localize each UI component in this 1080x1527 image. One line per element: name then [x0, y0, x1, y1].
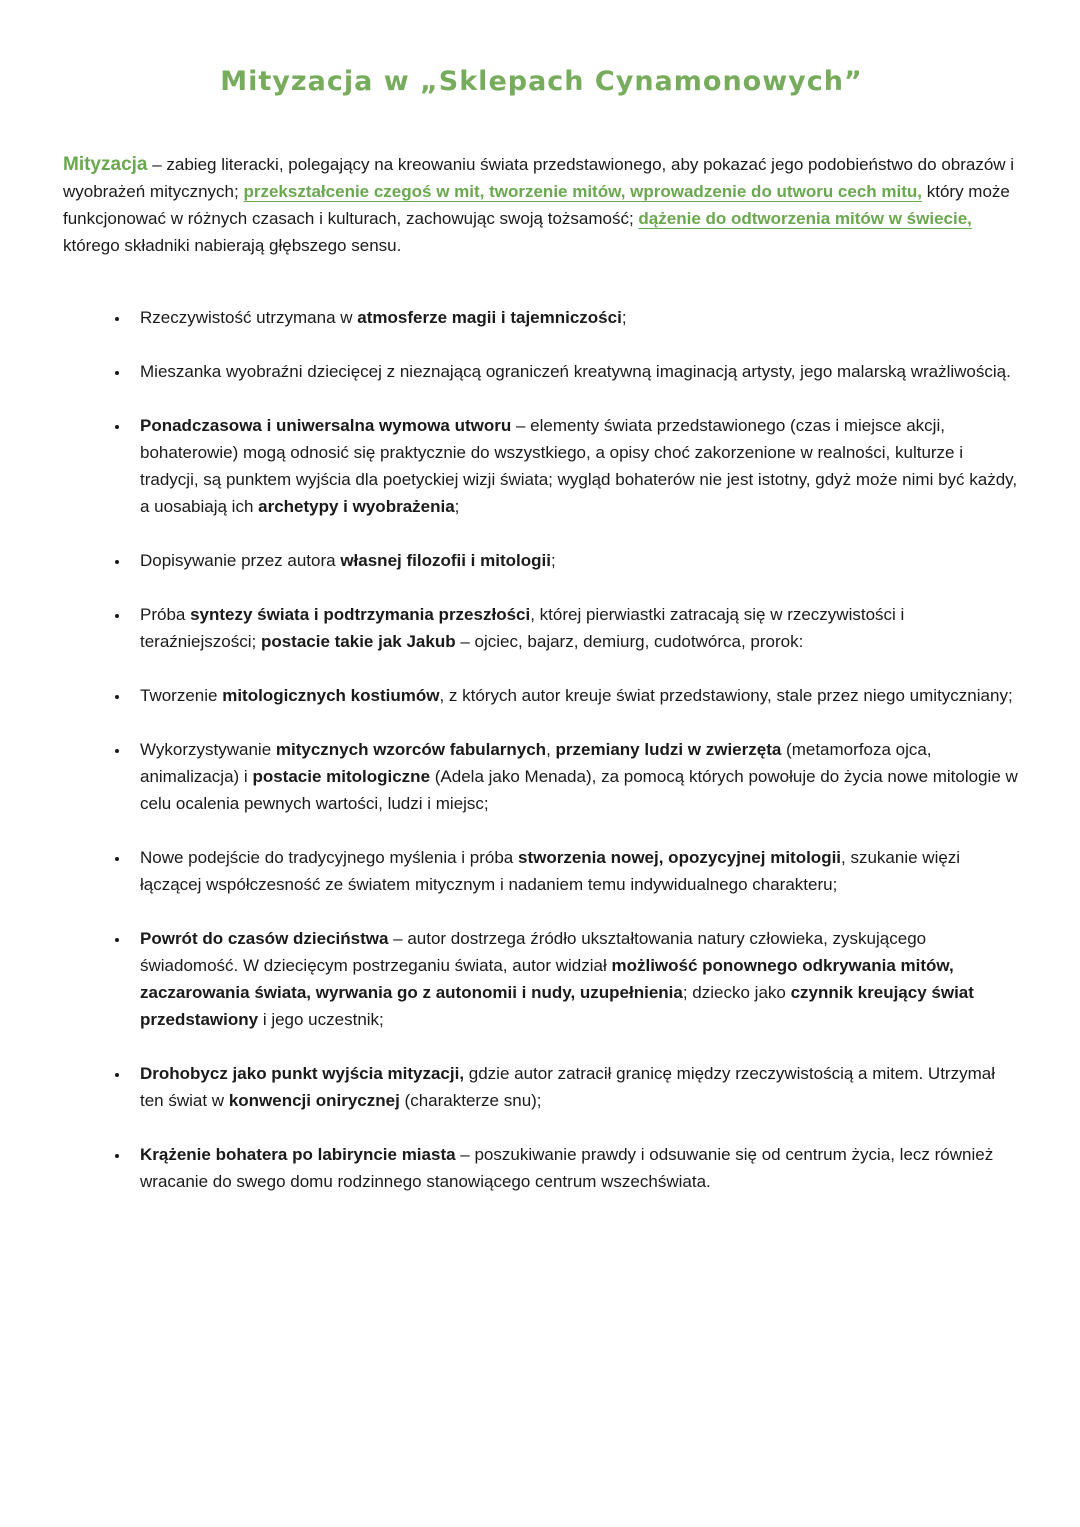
text-segment: Ponadczasowa i uniwersalna wymowa utworu: [140, 416, 512, 435]
document-title: Mityzacja w „Sklepach Cynamonowych”: [220, 66, 863, 97]
list-item: [130, 682, 1020, 709]
text-segment: Mityzacja: [63, 154, 148, 175]
text-segment: i jego uczestnik;: [258, 1010, 384, 1029]
text-segment: własnej filozofii i mitologii: [340, 551, 551, 570]
text-segment: Dopisywanie przez autora: [140, 551, 341, 570]
list-item: [130, 736, 1020, 817]
text-segment: przemiany ludzi w zwierzęta: [555, 740, 782, 759]
list-item: [130, 304, 1020, 331]
text-segment: , szukanie więzi łączącej współczesność ze światem mitycznym i nadaniem temu indywidualnego charakteru;: [140, 848, 961, 894]
text-segment: – ojciec, bajarz, demiurg, cudotwórca, prorok:: [455, 632, 804, 651]
text-segment: – poszukiwanie prawdy i odsuwanie się od centrum życia, lecz również wracanie do swego domu rodzinnego stanowiącego centrum wszechświata.: [140, 1145, 994, 1191]
text-segment: możliwość ponownego odkrywania mitów, zaczarowania świata, wyrwania go z autonomii i nudy, uzupełnienia: [140, 956, 954, 1002]
list-item: [130, 925, 1020, 1033]
list-item: [130, 412, 1020, 520]
intro-paragraph: [63, 151, 1020, 259]
text-segment: Rzeczywistość utrzymana w: [140, 308, 358, 327]
text-segment: (charakterze snu);: [399, 1091, 542, 1110]
text-segment: który może funkcjonować w różnych czasach i kulturach, zachowując swoją tożsamość;: [63, 182, 1010, 228]
list-item: [130, 358, 1020, 385]
text-segment: Krążenie bohatera po labiryncie miasta: [140, 1145, 456, 1164]
text-segment: ;: [454, 497, 460, 516]
text-segment: ;: [621, 308, 627, 327]
text-segment: – elementy świata przedstawionego (czas i miejsce akcji, bohaterowie) mogą odnosić się praktycznie do wszystkiego, a opisy choć zakorzenione w realności, kulturze i tradycji, są punktem wyjścia dla poetyckiej wizji świata; wygląd bohaterów nie jest istotny, gdyż może nimi być każdy, a uosabiają ich: [140, 416, 1018, 516]
text-segment: konwencji onirycznej: [228, 1091, 400, 1110]
text-segment: mitycznych wzorców fabularnych: [275, 740, 547, 759]
text-segment: gdzie autor zatracił granicę między rzeczywistością a mitem. Utrzymał ten świat w: [140, 1064, 995, 1110]
text-segment: postacie mitologiczne: [252, 767, 431, 786]
text-segment: (Adela jako Menada), za pomocą których powołuje do życia nowe mitologie w celu ocalenia pewnych wartości, ludzi i miejsc;: [140, 767, 1018, 813]
text-segment: – zabieg literacki, polegający na kreowaniu świata przedstawionego, aby pokazać jego podobieństwo do obrazów i wyobrażeń mitycznych;: [63, 155, 1015, 201]
text-segment: Wykorzystywanie: [140, 740, 276, 759]
text-segment: mitologicznych kostiumów: [222, 686, 440, 705]
text-segment: – autor dostrzega źródło ukształtowania natury człowieka, zyskującego świadomość. W dziecięcym postrzeganiu świata, autor widział: [140, 929, 927, 975]
list-item: [130, 1141, 1020, 1195]
text-segment: Drohobycz jako punkt wyjścia mityzacji,: [140, 1064, 465, 1083]
text-segment: , której pierwiastki zatracają się w rzeczywistości i teraźniejszości;: [140, 605, 905, 651]
text-segment: , z których autor kreuje świat przedstawiony, stale przez niego umityczniany;: [439, 686, 1013, 705]
bullet-list: [63, 304, 1020, 1195]
text-segment: archetypy i wyobrażenia: [258, 497, 455, 516]
text-segment: ; dziecko jako: [682, 983, 791, 1002]
list-item: [130, 844, 1020, 898]
text-segment: ,: [546, 740, 556, 759]
text-segment: postacie takie jak Jakub: [260, 632, 456, 651]
list-item: [130, 601, 1020, 655]
text-segment: czynnik kreujący świat przedstawiony: [140, 983, 974, 1029]
text-segment: Próba: [140, 605, 191, 624]
text-segment: Mieszanka wyobraźni dziecięcej z nieznającą ograniczeń kreatywną imaginacją artysty, jego malarską wrażliwością.: [140, 362, 1011, 381]
text-segment: (metamorfoza ojca, animalizacja) i: [140, 740, 932, 786]
text-segment: dążenie do odtworzenia mitów w świecie,: [638, 209, 972, 228]
text-segment: syntezy świata i podtrzymania przeszłości: [190, 605, 531, 624]
text-segment: stworzenia nowej, opozycyjnej mitologii: [517, 848, 842, 867]
text-segment: którego składniki nabierają głębszego sensu.: [63, 236, 402, 255]
list-item: [130, 547, 1020, 574]
text-segment: atmosferze magii i tajemniczości: [357, 308, 622, 327]
text-segment: Tworzenie: [140, 686, 223, 705]
text-segment: Nowe podejście do tradycyjnego myślenia i próba: [140, 848, 518, 867]
text-segment: przekształcenie czegoś w mit, tworzenie mitów, wprowadzenie do utworu cech mitu,: [243, 182, 923, 201]
list-item: [130, 1060, 1020, 1114]
text-segment: Powrót do czasów dzieciństwa: [140, 929, 389, 948]
text-segment: ;: [550, 551, 556, 570]
